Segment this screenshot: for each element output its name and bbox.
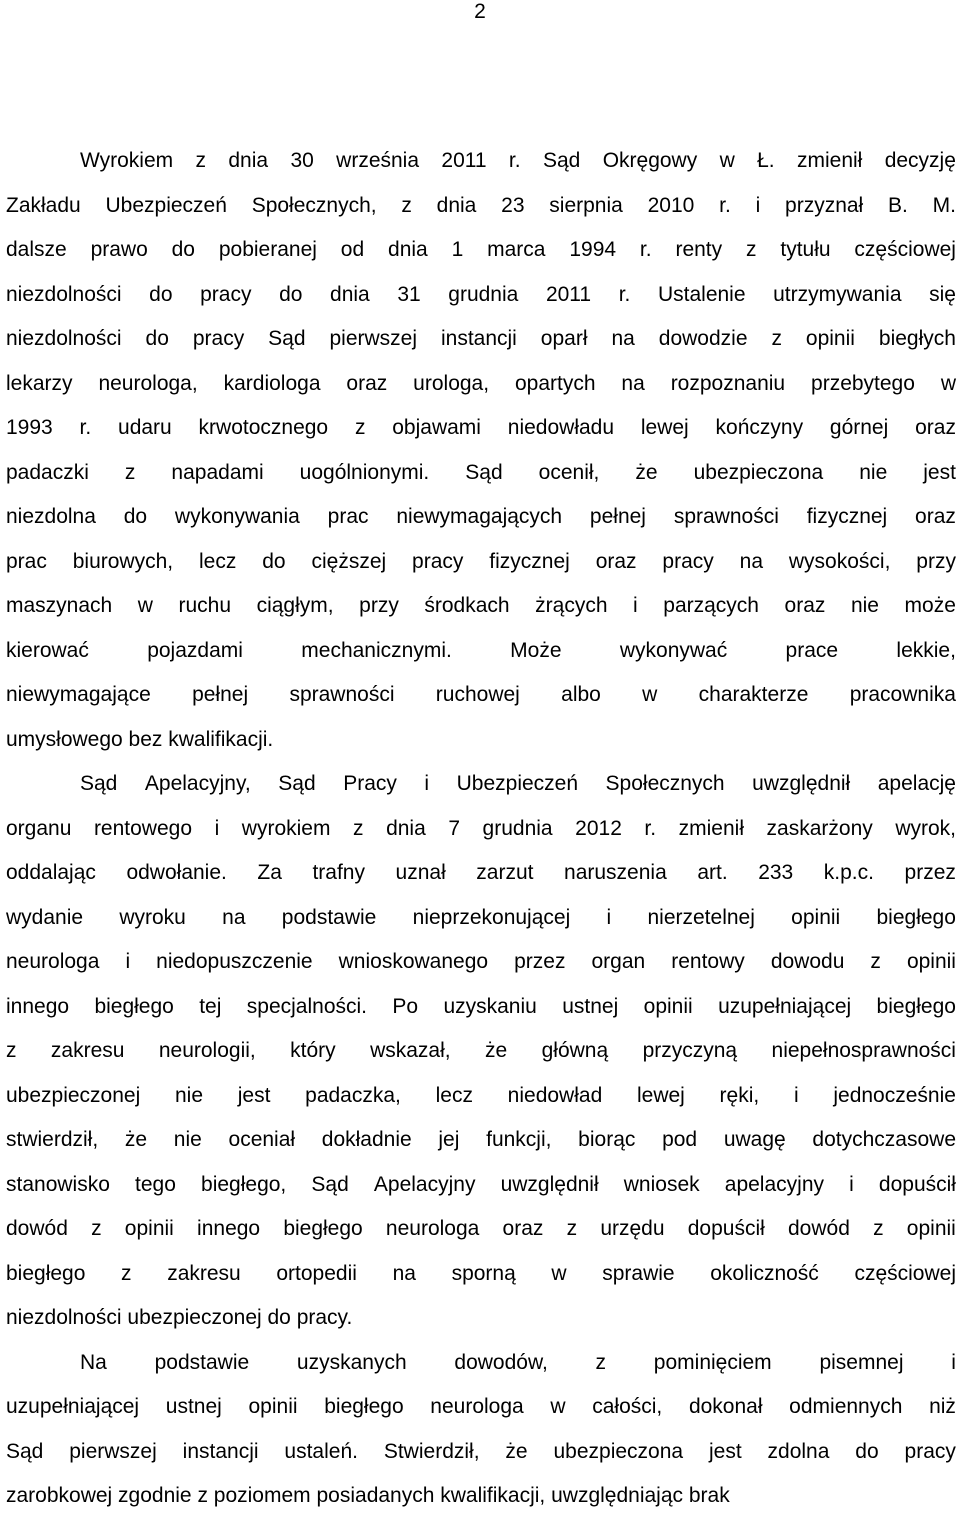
text-line: zarobkowej zgodnie z poziomem posiadanych kwalifikacji, uwzględniając brak [6,1484,730,1507]
text-line: 1993 r. udaru krwotocznego z objawami niedowładu lewej kończyny górnej oraz [6,416,956,439]
text-line: stanowisko tego biegłego, Sąd Apelacyjny uwzględnił wniosek apelacyjny i dopuścił [6,1172,956,1196]
document-body [6,139,956,1519]
paragraph [6,1341,956,1519]
text-line: neurologa i niedopuszczenie wnioskowanego przez organ rentowy dowodu z opinii [6,950,956,973]
text-line: niezdolności do pracy do dnia 31 grudnia 2011 r. Ustalenie utrzymywania się [6,282,956,306]
text-line: ubezpieczonej nie jest padaczka, lecz niedowład lewej ręki, i jednocześnie [6,1083,956,1107]
text-line: prac biurowych, lecz do cięższej pracy fizycznej oraz pracy na wysokości, przy [6,549,956,573]
paragraph [6,139,956,762]
text-line: wydanie wyroku na podstawie nieprzekonującej i nierzetelnej opinii biegłego [6,905,956,929]
text-line: Zakładu Ubezpieczeń Społecznych, z dnia 23 sierpnia 2010 r. i przyznał B. M. [6,193,956,217]
paragraph [6,762,956,1341]
text-line: oddalając odwołanie. Za trafny uznał zarzut naruszenia art. 233 k.p.c. przez [6,861,956,884]
text-line: niewymagające pełnej sprawności ruchowej albo w charakterze pracownika [6,683,956,706]
text-line: organu rentowego i wyrokiem z dnia 7 grudnia 2012 r. zmienił zaskarżony wyrok, [6,816,956,840]
text-line: niezdolna do wykonywania prac niewymagających pełnej sprawności fizycznej oraz [6,505,956,528]
text-line: Wyrokiem z dnia 30 września 2011 r. Sąd Okręgowy w Ł. zmienił decyzję [80,149,956,172]
text-line: kierować pojazdami mechanicznymi. Może wykonywać prace lekkie, [6,638,956,662]
text-line: maszynach w ruchu ciągłym, przy środkach żrących i parzących oraz nie może [6,594,956,617]
text-line: uzupełniającej ustnej opinii biegłego neurologa w całości, dokonał odmiennych niż [6,1395,956,1418]
text-line: Sąd Apelacyjny, Sąd Pracy i Ubezpieczeń Społecznych uwzględnił apelację [80,772,956,795]
text-line: padaczki z napadami uogólnionymi. Sąd ocenił, że ubezpieczona nie jest [6,460,956,484]
text-line: lekarzy neurologa, kardiologa oraz urologa, opartych na rozpoznaniu przebytego w [6,371,956,395]
page-number: 2 [474,0,486,23]
text-line: Na podstawie uzyskanych dowodów, z pominięciem pisemnej i [80,1350,956,1374]
text-line: niezdolności ubezpieczonej do pracy. [6,1306,353,1329]
text-line: umysłowego bez kwalifikacji. [6,727,274,751]
text-line: dowód z opinii innego biegłego neurologa oraz z urzędu dopuścił dowód z opinii [6,1217,956,1240]
text-line: niezdolności do pracy Sąd pierwszej instancji oparł na dowodzie z opinii biegłych [6,327,956,350]
text-line: innego biegłego tej specjalności. Po uzyskaniu ustnej opinii uzupełniającej biegłego [6,994,956,1018]
text-line: biegłego z zakresu ortopedii na sporną w sprawie okoliczność częściowej [6,1261,956,1285]
text-line: dalsze prawo do pobieranej od dnia 1 marca 1994 r. renty z tytułu częściowej [6,238,956,261]
text-line: Sąd pierwszej instancji ustaleń. Stwierdził, że ubezpieczona jest zdolna do pracy [6,1439,956,1463]
text-line: stwierdził, że nie oceniał dokładnie jej funkcji, biorąc pod uwagę dotychczasowe [6,1128,956,1151]
text-line: z zakresu neurologii, który wskazał, że główną przyczyną niepełnosprawności [6,1039,956,1062]
